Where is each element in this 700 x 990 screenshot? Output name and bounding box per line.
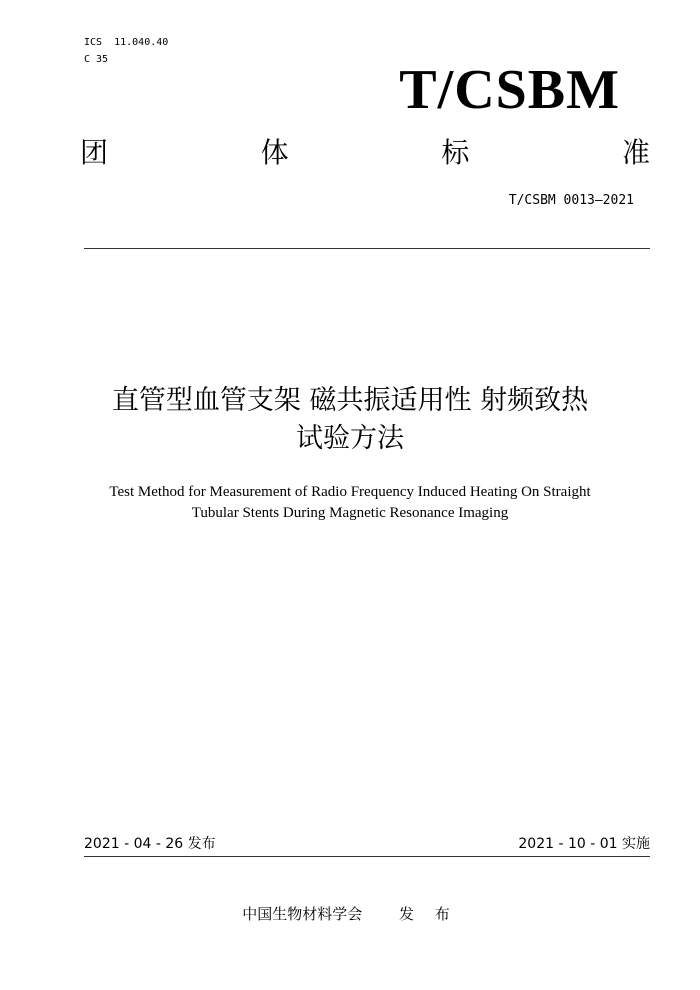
publisher-line (0, 904, 700, 924)
ics-code: ICS 11.040.40 (84, 37, 169, 48)
standard-number: T/CSBM 0013—2021 (508, 193, 634, 208)
title-en-line-2: Tubular Stents During Magnetic Resonance Imaging (191, 505, 509, 521)
category-char: 准 (621, 136, 650, 169)
implement-date: 2021 - 10 - 01 实施 (518, 836, 650, 852)
classification-codes (84, 34, 168, 68)
publisher-name: 中国生物材料学会 (242, 905, 363, 923)
publisher-action: 发 布 (399, 905, 458, 923)
title-cn-line-2: 试验方法 (296, 423, 404, 454)
title-en-line-1: Test Method for Measurement of Radio Frequency Induced Heating On Straight (109, 484, 591, 500)
title-chinese (60, 382, 640, 458)
title-english (60, 482, 640, 524)
category-char: 标 (441, 136, 470, 169)
issue-date: 2021 - 04 - 26 发布 (84, 836, 216, 852)
date-row (84, 835, 650, 853)
standard-category (80, 136, 650, 170)
category-char: 团 (80, 136, 109, 169)
bottom-divider (84, 856, 650, 857)
category-char: 体 (260, 136, 289, 169)
org-mark: T/CSBM (399, 59, 620, 121)
top-divider (84, 248, 650, 249)
ccs-code: C 35 (84, 54, 109, 65)
title-cn-line-1: 直管型血管支架 磁共振适用性 射频致热 (111, 385, 589, 416)
